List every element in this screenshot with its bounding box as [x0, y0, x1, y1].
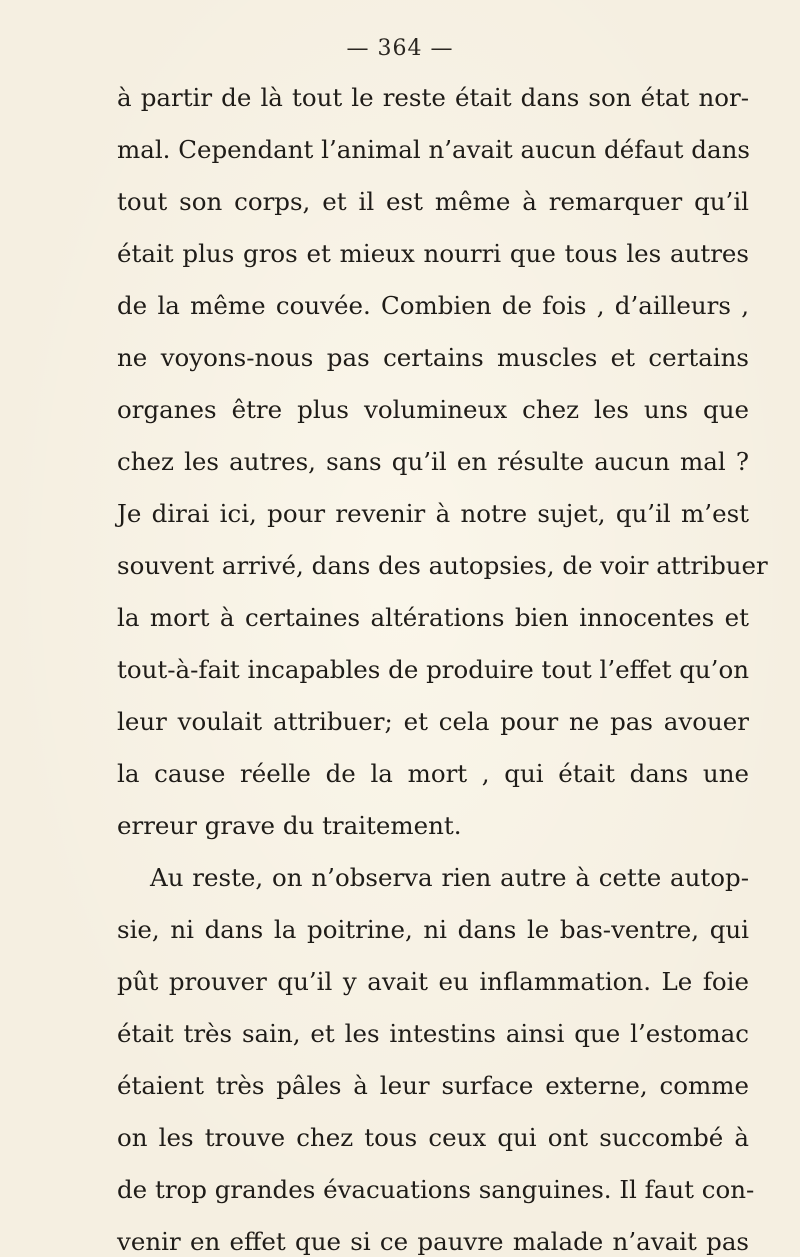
text-line: pût prouver qu’il y avait eu inflammation. Le foie [117, 967, 749, 996]
text-line-paragraph-start: Au reste, on n’observa rien autre à cette autop- [150, 863, 749, 892]
text-line: leur voulait attribuer; et cela pour ne pas avouer [117, 707, 749, 736]
text-line: chez les autres, sans qu’il en résulte aucun mal ? [117, 447, 749, 476]
text-line: venir en effet que si ce pauvre malade n’avait pas [117, 1227, 749, 1256]
text-line: était plus gros et mieux nourri que tous les autres [117, 239, 749, 268]
text-line: ne voyons-nous pas certains muscles et certains [117, 343, 749, 372]
text-line: étaient très pâles à leur surface externe, comme [117, 1071, 749, 1100]
text-line: à partir de là tout le reste était dans son état nor- [117, 83, 749, 112]
text-line: sie, ni dans la poitrine, ni dans le bas-ventre, qui [117, 915, 749, 944]
text-line: était très sain, et les intestins ainsi que l’estomac [117, 1019, 749, 1048]
text-line: Je dirai ici, pour revenir à notre sujet, qu’il m’est [117, 499, 749, 528]
text-line: de la même couvée. Combien de fois , d’ailleurs , [117, 291, 749, 320]
page-number: — 364 — [346, 36, 454, 61]
text-line: mal. Cependant l’animal n’avait aucun défaut dans [117, 135, 750, 164]
text-line: organes être plus volumineux chez les uns que [117, 395, 749, 424]
text-line: souvent arrivé, dans des autopsies, de voir attribuer [117, 551, 768, 580]
text-line-paragraph-end: erreur grave du traitement. [117, 811, 462, 840]
text-line: tout-à-fait incapables de produire tout l’effet qu’on [117, 655, 749, 684]
text-line: de trop grandes évacuations sanguines. Il faut con- [117, 1175, 755, 1204]
text-line: on les trouve chez tous ceux qui ont succombé à [117, 1123, 749, 1152]
text-line: tout son corps, et il est même à remarquer qu’il [117, 187, 749, 216]
text-line: la mort à certaines altérations bien innocentes et [117, 603, 749, 632]
text-line: la cause réelle de la mort , qui était dans une [117, 759, 749, 788]
